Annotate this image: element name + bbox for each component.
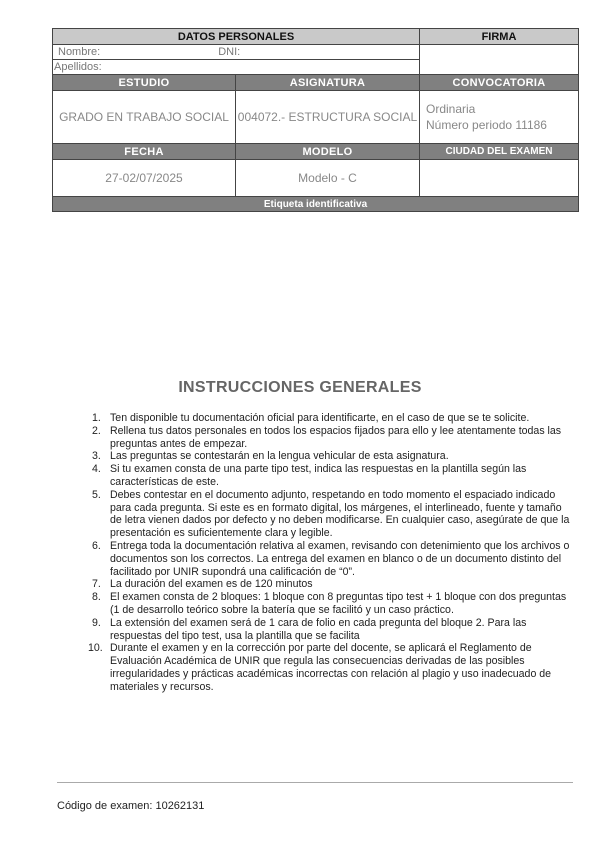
instruction-text: Entrega toda la documentación relativa al examen, revisando con detenimiento que los archivos o documentos son los correctos. La entrega del examen en blanco o de un documento distinto del facilitado por UNIR supondrá una calificación de “0”.: [110, 539, 570, 578]
instruction-item: [92, 489, 576, 540]
instruction-item: [92, 578, 576, 591]
estudio-header: ESTUDIO: [53, 75, 236, 91]
dni-label: DNI:: [218, 46, 241, 58]
instruction-item: [92, 617, 576, 643]
instruction-number: 6.: [92, 539, 101, 552]
instruction-number: 8.: [92, 591, 101, 604]
convocatoria-line2: Número periodo 11186: [426, 118, 547, 132]
instruction-item: [92, 463, 576, 489]
instruction-item: [92, 425, 576, 451]
instruction-text: La duración del examen es de 120 minutos: [110, 578, 313, 591]
footer-divider: [57, 782, 573, 783]
instruction-number: 1.: [92, 412, 101, 424]
instruction-number: 4.: [92, 463, 101, 476]
convocatoria-header: CONVOCATORIA: [420, 75, 579, 91]
instruction-item: [88, 642, 576, 693]
instruction-text: Rellena tus datos personales en todos los espacios fijados para ello y lee atentamente todas las preguntas antes de empezar.: [110, 424, 562, 450]
datos-personales-header: DATOS PERSONALES: [53, 29, 420, 45]
instruction-text: Las preguntas se contestarán en la lengua vehicular de esta asignatura.: [110, 450, 449, 463]
ciudad-header: CIUDAD DEL EXAMEN: [420, 144, 579, 160]
instruction-number: 7.: [92, 578, 101, 591]
apellidos-field[interactable]: [53, 60, 420, 75]
etiqueta-identificativa: Etiqueta identificativa: [53, 197, 579, 212]
instructions-title: INSTRUCCIONES GENERALES: [178, 379, 422, 396]
estudio-value: GRADO EN TRABAJO SOCIAL: [53, 91, 236, 144]
modelo-value: Modelo - C: [236, 160, 420, 197]
instruction-text: Si tu examen consta de una parte tipo test, indica las respuestas en la plantilla según las características de este.: [110, 463, 527, 488]
instruction-item: [92, 540, 576, 578]
instruction-item: [92, 591, 576, 617]
apellidos-label: Apellidos:: [54, 61, 102, 73]
convocatoria-line1: Ordinaria: [426, 102, 476, 116]
exam-code: Código de examen: 10262131: [57, 800, 205, 812]
instruction-text: La extensión del examen será de 1 cara de folio en cada pregunta del bloque 2. Para las respuestas del tipo test, usa la plantilla que se facilita: [110, 616, 527, 642]
instruction-text: Debes contestar en el documento adjunto, respetando en todo momento el espaciado indicado para cada pregunta. Si este es en formato digital, los márgenes, el interlineado, fuente y tamaño de letra vienen dados por defecto y no deben modificarse. En cualquier caso, asegúrate de que la presentación es suficientemente clara y legible.: [110, 488, 570, 540]
instruction-text: El examen consta de 2 bloques: 1 bloque con 8 preguntas tipo test + 1 bloque con dos preguntas (1 de desarrollo teórico sobre la batería que se facilitó y un caso práctico.: [110, 591, 567, 616]
firma-header: FIRMA: [420, 29, 579, 45]
modelo-header: MODELO: [236, 144, 420, 160]
fecha-value: 27-02/07/2025: [53, 160, 236, 197]
exam-header-form: [52, 28, 579, 212]
nombre-label: Nombre:: [58, 46, 101, 58]
convocatoria-value: [420, 91, 579, 144]
instructions-list: [88, 412, 576, 694]
instruction-text: Ten disponible tu documentación oficial para identificarte, en el caso de que se te solicite.: [110, 412, 530, 424]
asignatura-value: 004072.- ESTRUCTURA SOCIAL: [236, 91, 420, 144]
instruction-item: [92, 412, 576, 425]
ciudad-value[interactable]: [420, 160, 579, 197]
instruction-number: 2.: [92, 424, 101, 437]
instruction-number: 10.: [88, 642, 103, 655]
asignatura-header: ASIGNATURA: [236, 75, 420, 91]
instruction-number: 5.: [92, 488, 101, 501]
fecha-header: FECHA: [53, 144, 236, 160]
instruction-item: [92, 450, 576, 463]
nombre-dni-field[interactable]: [53, 45, 420, 60]
instruction-number: 3.: [92, 450, 101, 463]
instruction-number: 9.: [92, 616, 101, 629]
firma-field[interactable]: [420, 45, 579, 75]
instruction-text: Durante el examen y en la corrección por parte del docente, se aplicará el Reglamento de Evaluación Académica de UNIR que regula las consecuencias derivadas de las posibles irregularidades y prácticas académicas incorrectas con relación al plagio y uso inadecuado de materiales y recursos.: [110, 642, 552, 693]
